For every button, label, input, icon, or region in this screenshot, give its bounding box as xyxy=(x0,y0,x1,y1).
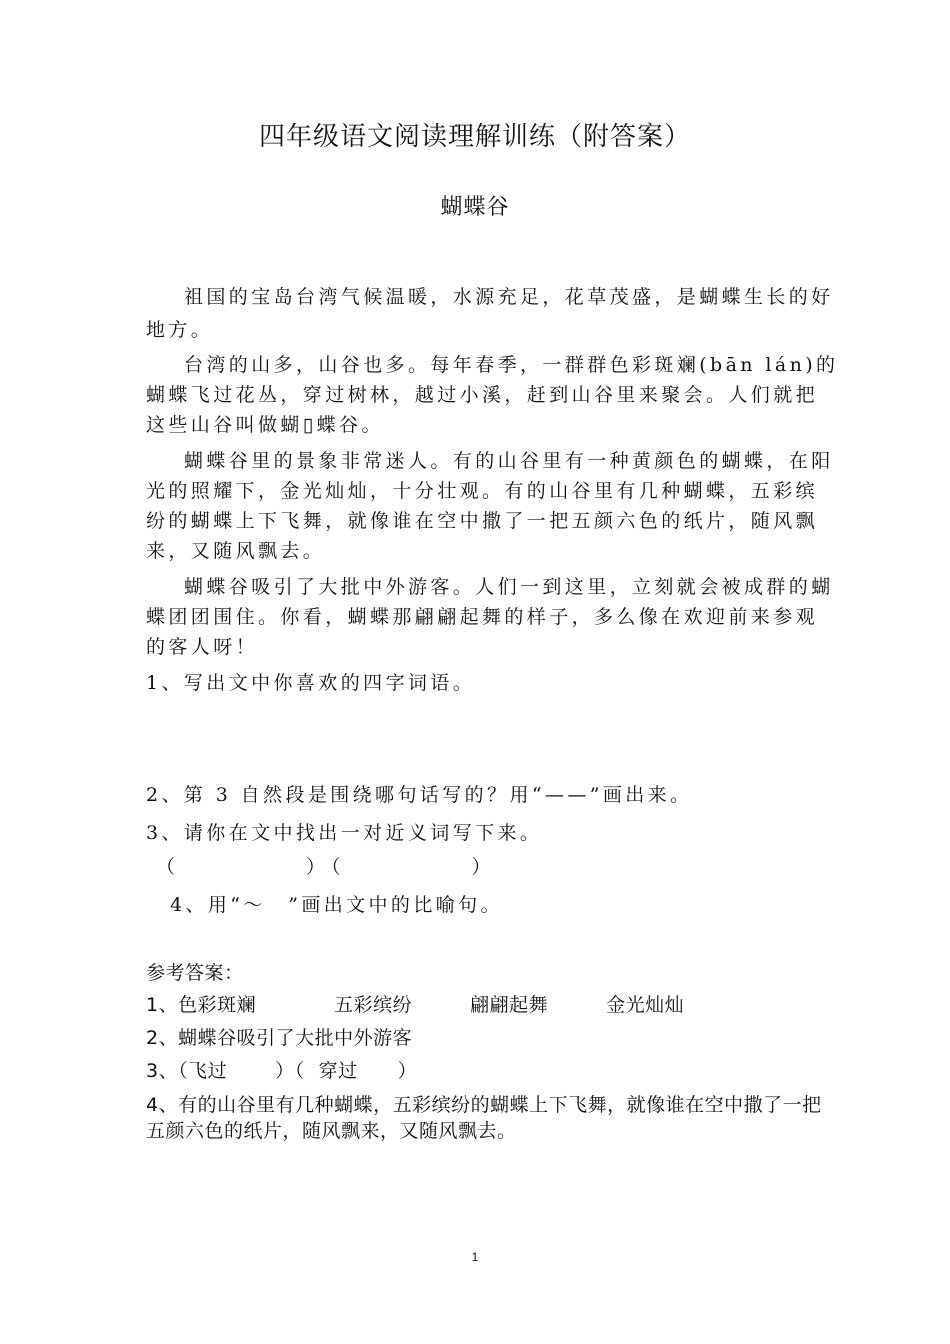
question-3: 3、请你在文中找出一对近义词写下来。 xyxy=(146,822,543,844)
answer-4-line-2: 五颜六色的纸片，随风飘来，又随风飘去。 xyxy=(146,1120,517,1142)
answer-3-open: 3、（ xyxy=(146,1060,189,1082)
answer-1-word: 五彩缤纷 xyxy=(334,994,413,1016)
paragraph-1-line-1: 祖国的宝岛台湾气候温暖，水源充足，花草茂盛，是蝴蝶生长的好 xyxy=(184,286,834,308)
answer-4-line-1: 4、有的山谷里有几种蝴蝶，五彩缤纷的蝴蝶上下飞舞，就像谁在空中撒了一把 xyxy=(146,1094,822,1116)
question-2: 2、第 3 自然段是围绕哪句话写的？用“——”画出来。 xyxy=(146,784,693,806)
answer-1-word: 色彩斑斓 xyxy=(178,994,257,1016)
paragraph-3-line-4: 来，又随风飘去。 xyxy=(146,540,326,562)
paragraph-3-line-2: 光的照耀下，金光灿灿，十分壮观。有的山谷里有几种蝴蝶，五彩缤 xyxy=(146,480,819,502)
question-4: 4、用“～ ”画出文中的比喻句。 xyxy=(170,894,503,916)
paragraph-2-line-2: 蝴蝶飞过花丛，穿过树林，越过小溪，赶到山谷里来聚会。人们就把 xyxy=(146,384,819,406)
answer-3 xyxy=(146,1056,417,1083)
paragraph-3-line-1: 蝴蝶谷里的景象非常迷人。有的山谷里有一种黄颜色的蝴蝶，在阳 xyxy=(184,450,834,472)
answer-3-middle: ）（ xyxy=(275,1060,305,1082)
paragraph-4-line-2: 蝶团团围住。你看，蝴蝶那翩翩起舞的样子，多么像在欢迎前来参观 xyxy=(146,606,819,628)
document-title: 四年级语文阅读理解训练（附答案） xyxy=(258,122,691,152)
answer-3-close: ） xyxy=(397,1060,418,1082)
answer-3-word-2: 穿过 xyxy=(318,1060,358,1082)
answers-heading: 参考答案： xyxy=(146,962,244,984)
answer-3-word-1: 飞过 xyxy=(188,1060,228,1082)
paragraph-3-line-3: 纷的蝴蝶上下飞舞，就像谁在空中撒了一把五颜六色的纸片，随风飘 xyxy=(146,510,819,532)
answer-2: 2、蝴蝶谷吸引了大批中外游客 xyxy=(146,1027,413,1049)
answer-1 xyxy=(146,990,684,1017)
paragraph-1-line-2: 地方。 xyxy=(146,319,214,341)
paragraph-4-line-1: 蝴蝶谷吸引了大批中外游客。人们一到这里，立刻就会被成群的蝴 xyxy=(184,576,834,598)
paragraph-2-line-3: 这些山谷叫做蝴▯蝶谷。 xyxy=(146,414,384,436)
paragraph-4-line-3: 的客人呀！ xyxy=(146,636,259,658)
page-number: 1 xyxy=(471,1250,479,1264)
answer-1-word: 金光灿灿 xyxy=(606,994,685,1016)
question-1: 1、写出文中你喜欢的四字词语。 xyxy=(146,672,476,694)
paragraph-2-line-1: 台湾的山多，山谷也多。每年春季，一群群色彩斑斓(bān lán)的 xyxy=(184,354,839,376)
question-3-blanks: （ ）（ ） xyxy=(156,856,497,878)
answer-1-prefix: 1、 xyxy=(146,994,179,1016)
answer-1-word: 翩翩起舞 xyxy=(470,994,549,1016)
passage-title: 蝴蝶谷 xyxy=(440,195,510,220)
